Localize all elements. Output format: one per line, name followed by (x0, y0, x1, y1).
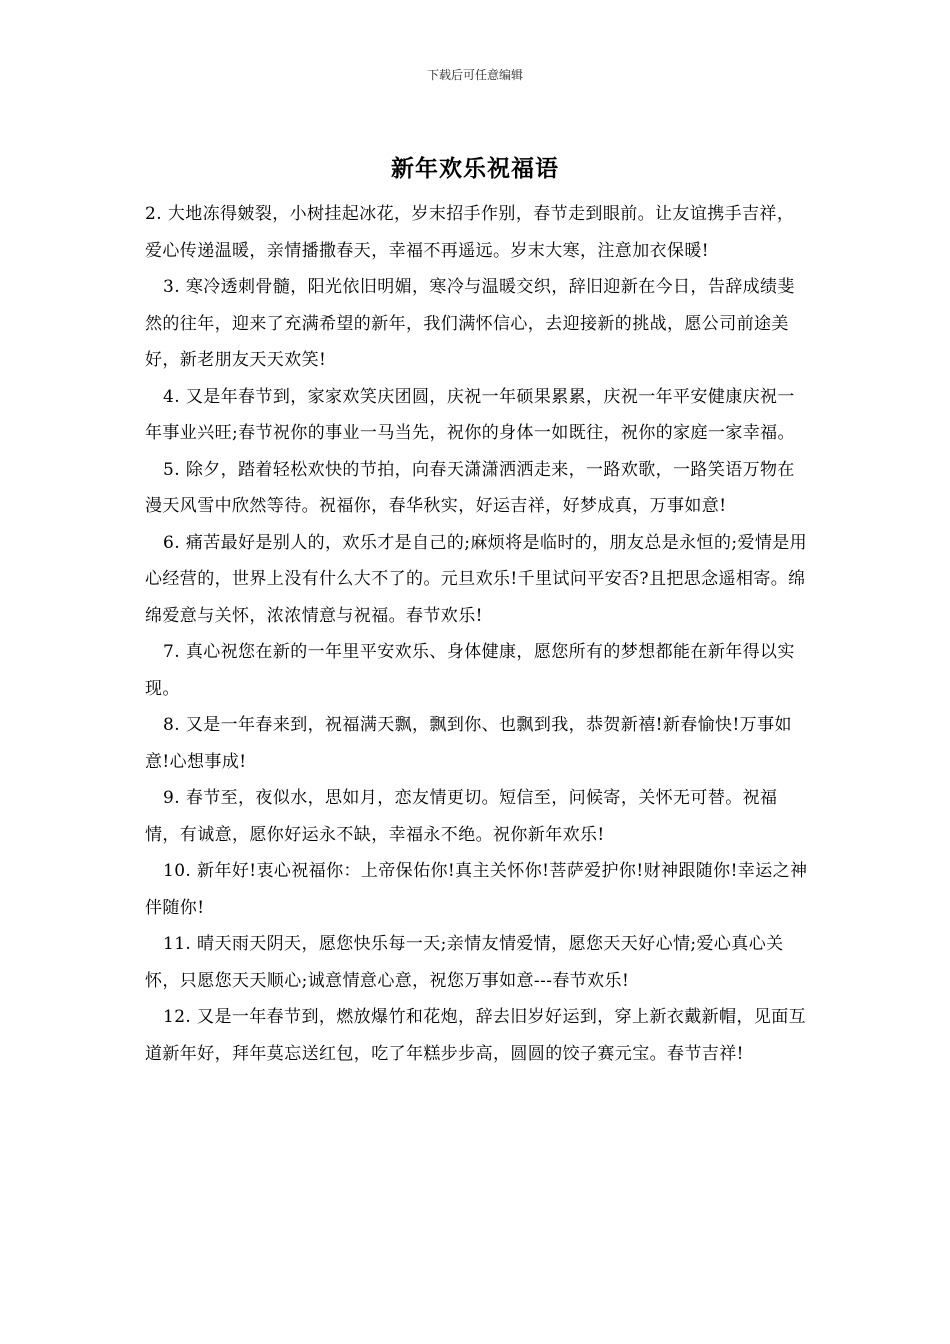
paragraph-4: 4. 又是年春节到，家家欢笑庆团圆，庆祝一年硕果累累，庆祝一年平安健康庆祝一年事业兴旺;春节祝你的事业一马当先，祝你的身体一如既往，祝你的家庭一家幸福。 (145, 386, 795, 443)
paragraph-6: 6. 痛苦最好是别人的，欢乐才是自己的;麻烦将是临时的，朋友总是永恒的;爱情是用心经营的，世界上没有什么大不了的。元旦欢乐!千里试问平安否?且把思念遥相寄。绵绵爱意与关怀，浓浓情意与祝福。春节欢乐! (145, 532, 808, 626)
paragraph-12: 12. 又是一年春节到，燃放爆竹和花炮，辞去旧岁好运到，穿上新衣戴新帽，见面互道新年好，拜年莫忘送红包，吃了年糕步步高，圆圆的饺子赛元宝。春节吉祥! (145, 1007, 807, 1064)
paragraph-2: 2. 大地冻得皴裂，小树挂起冰花，岁末招手作别，春节走到眼前。让友谊携手吉祥，爱心传递温暖，亲情播撒春天，幸福不再遥远。岁末大寒，注意加衣保暖! (145, 204, 795, 261)
document-body (145, 196, 810, 1072)
paragraph-3: 3. 寒冷透刺骨髓，阳光依旧明媚，寒冷与温暖交织，辞旧迎新在今日，告辞成绩斐然的往年，迎来了充满希望的新年，我们满怀信心，去迎接新的挑战，愿公司前途美好，新老朋友天天欢笑! (145, 277, 795, 370)
paragraph-8: 8. 又是一年春来到，祝福满天飘，飘到你、也飘到我，恭贺新禧!新春愉快!万事如意!心想事成! (145, 715, 792, 772)
document-title: 新年欢乐祝福语 (391, 155, 559, 182)
paragraph-5: 5. 除夕，踏着轻松欢快的节拍，向春天潇潇洒洒走来，一路欢歌，一路笑语万物在漫天风雪中欣然等待。祝福你，春华秋实，好运吉祥，好梦成真，万事如意! (145, 459, 795, 516)
paragraph-7: 7. 真心祝您在新的一年里平安欢乐、身体健康，愿您所有的梦想都能在新年得以实现。 (145, 642, 795, 699)
header-note: 下载后可任意编辑 (426, 68, 523, 82)
paragraph-10: 10. 新年好!衷心祝福你：上帝保佑你!真主关怀你!菩萨爱护你!财神跟随你!幸运之神伴随你! (145, 861, 808, 918)
paragraph-11: 11. 晴天雨天阴天，愿您快乐每一天;亲情友情爱情，愿您天天好心情;爱心真心关怀，只愿您天天顺心;诚意情意心意，祝您万事如意---春节欢乐! (145, 934, 784, 991)
paragraph-9: 9. 春节至，夜似水，思如月，恋友情更切。短信至，问候寄，关怀无可替。祝福情，有诚意，愿你好运永不缺，幸福永不绝。祝你新年欢乐! (145, 788, 778, 845)
